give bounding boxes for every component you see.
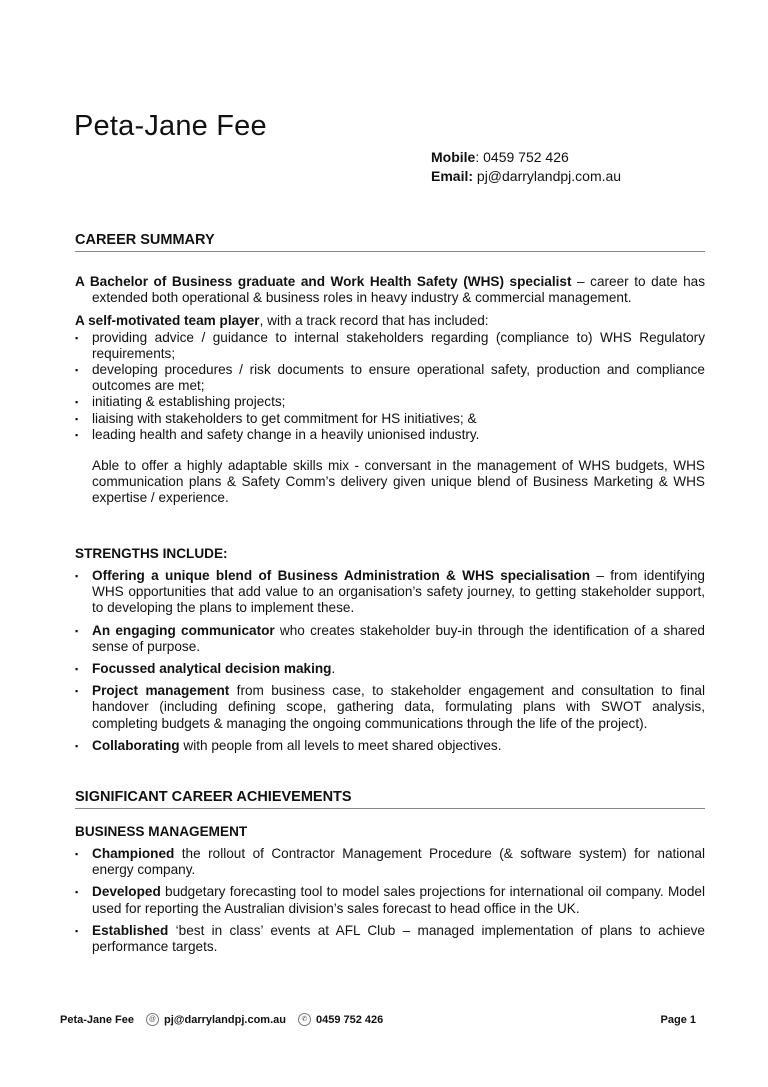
candidate-name: Peta-Jane Fee	[74, 110, 267, 142]
list-item	[75, 623, 705, 655]
email-icon: @	[146, 1013, 159, 1026]
item-text: – from identifying WHS opportunities that add value to an organisation’s safety journey, to getting stakeholder support, to developing the plans to implement these.	[92, 568, 705, 616]
item-bold: Championed	[92, 846, 175, 861]
career-summary-heading: CAREER SUMMARY	[75, 232, 705, 252]
contact-block	[431, 148, 621, 186]
career-summary-intro	[75, 274, 705, 306]
strengths-heading: STRENGTHS INCLUDE:	[75, 546, 228, 561]
footer-phone: 0459 752 426	[315, 1013, 384, 1026]
list-item: ▪ leading health and safety change in a heavily unionised industry.	[75, 427, 705, 443]
summary-list	[75, 330, 705, 443]
list-item	[75, 738, 705, 754]
email-value[interactable]: pj@darrylandpj.com.au	[473, 168, 622, 184]
strengths-list	[75, 568, 705, 754]
email-label: Email:	[431, 168, 474, 184]
item-bold: An engaging communicator	[92, 622, 275, 638]
item-bold: Project management	[92, 683, 230, 699]
mobile-label: Mobile	[431, 149, 476, 165]
page-number: Page 1	[660, 1013, 696, 1026]
intro-rest: – career to date has extended both operational & business roles in heavy industry & commercial management.	[92, 274, 705, 306]
email-line	[431, 167, 621, 186]
item-text: .	[331, 661, 336, 677]
list-item	[75, 683, 705, 732]
strengths-section	[75, 546, 705, 760]
item-text: from business case, to stakeholder engagement and consultation to final handover (including defining scope, gathering data, formulating plans with SWOT analysis, completing budgets & managing the ongoing communications through the life of the project).	[92, 683, 705, 731]
footer-name: Peta-Jane Fee	[60, 1013, 134, 1026]
item-bold: Established	[92, 922, 169, 938]
item-bold: Developed	[92, 884, 161, 900]
skills-mix-paragraph: Able to offer a highly adaptable skills mix - conversant in the management of WHS budgets, WHS communication plans & Safety Comm’s delivery given unique blend of Business Marketing & WHS expertise / experience.	[92, 458, 705, 506]
intro-bold: A Bachelor of Business graduate and Work Health Safety (WHS) specialist	[75, 274, 572, 289]
list-item	[75, 923, 705, 955]
mobile-line	[431, 148, 621, 167]
list-item	[75, 568, 705, 617]
list-item: ▪ developing procedures / risk documents to ensure operational safety, production and compliance outcomes are met;	[75, 362, 705, 394]
item-text: the rollout of Contractor Management Procedure (& software system) for national energy company.	[92, 846, 705, 878]
list-item: ▪ providing advice / guidance to internal stakeholders regarding (compliance to) WHS Regulatory requirements;	[75, 330, 705, 362]
item-text: budgetary forecasting tool to model sales projections for international oil company. Model used for reporting the Australian division’s sales forecast to head office in the UK.	[92, 884, 705, 916]
achievements-section	[75, 789, 705, 961]
item-bold: Offering a unique blend of Business Administration & WHS specialisation	[92, 568, 591, 583]
item-text: with people from all levels to meet shared objectives.	[179, 737, 502, 753]
footer-email[interactable]: pj@darrylandpj.com.au	[163, 1013, 286, 1026]
item-bold: Focussed analytical decision making	[92, 661, 332, 677]
phone-icon: ✆	[298, 1013, 311, 1026]
page-footer	[60, 1013, 696, 1026]
list-item	[75, 661, 705, 677]
item-text: who creates stakeholder buy-in through the identification of a shared sense of purpose.	[92, 622, 705, 654]
team-player-line	[75, 313, 705, 329]
career-summary-section	[75, 232, 705, 507]
team-bold: A self-motivated team player	[75, 313, 260, 329]
item-bold: Collaborating	[92, 737, 180, 753]
list-item	[75, 846, 705, 878]
item-text: ‘best in class’ events at AFL Club – managed implementation of plans to achieve performance targets.	[92, 922, 705, 955]
list-item	[75, 884, 705, 916]
business-management-heading: BUSINESS MANAGEMENT	[75, 824, 248, 839]
list-item: ▪ initiating & establishing projects;	[75, 394, 705, 410]
team-rest: , with a track record that has included:	[259, 313, 489, 329]
list-item: ▪ liaising with stakeholders to get commitment for HS initiatives; &	[75, 411, 705, 427]
achievements-heading: SIGNIFICANT CAREER ACHIEVEMENTS	[75, 789, 705, 809]
achievements-list	[75, 846, 705, 955]
mobile-value: : 0459 752 426	[475, 149, 569, 165]
